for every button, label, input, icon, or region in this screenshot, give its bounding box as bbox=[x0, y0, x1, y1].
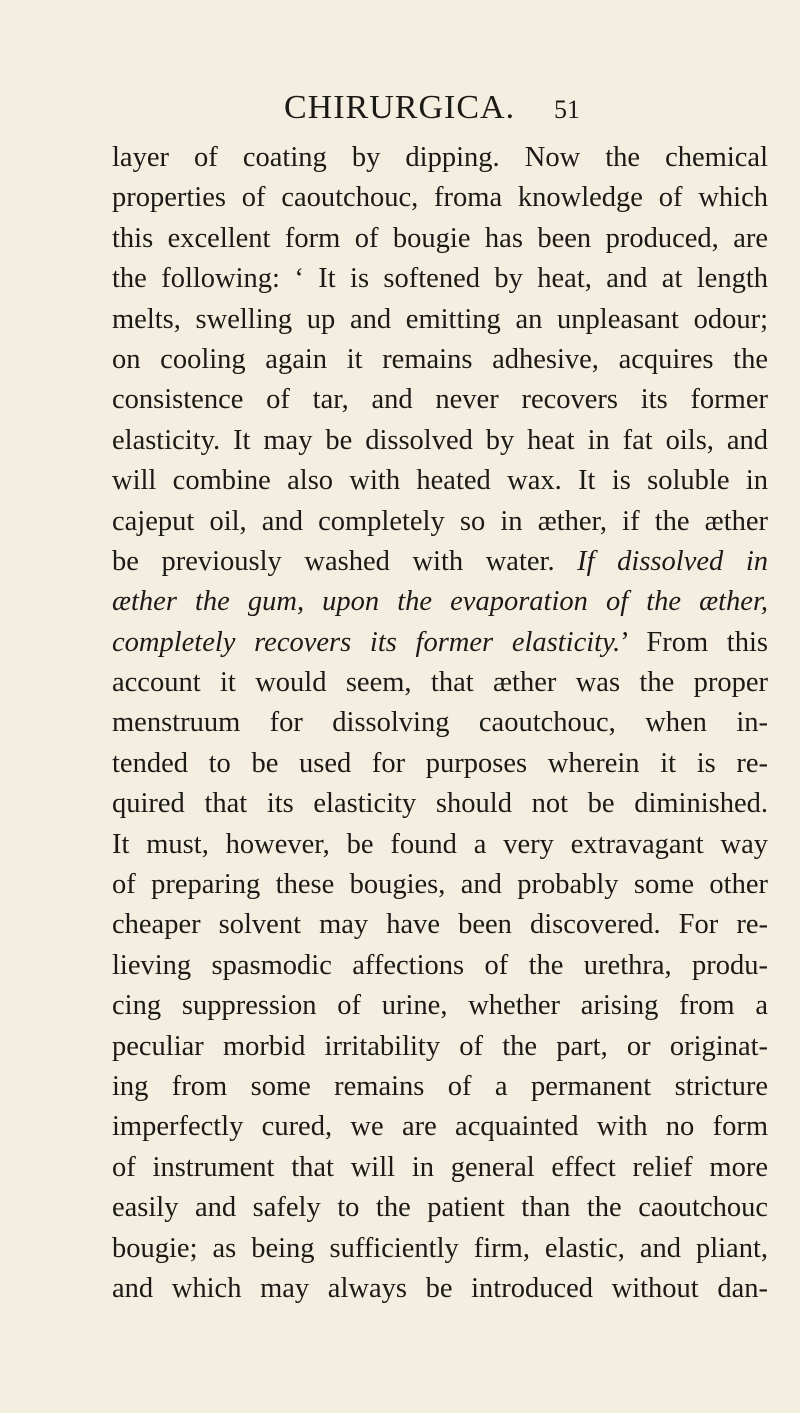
text-segment: and which may always be introduced without dan- bbox=[112, 1272, 768, 1304]
text-line bbox=[112, 946, 768, 986]
text-line bbox=[112, 744, 768, 784]
text-line bbox=[112, 340, 768, 380]
text-segment: peculiar morbid irritability of the part, or originat- bbox=[112, 1030, 768, 1062]
text-segment: menstruum for dissolving caoutchouc, when in- bbox=[112, 707, 768, 739]
text-line bbox=[112, 784, 768, 824]
text-line bbox=[112, 178, 768, 218]
text-line bbox=[112, 1269, 768, 1309]
text-line bbox=[112, 219, 768, 259]
text-line bbox=[112, 461, 768, 501]
text-segment: imperfectly cured, we are acquainted with no form bbox=[112, 1111, 768, 1143]
text-segment: consistence of tar, and never recovers its former bbox=[112, 384, 768, 416]
text-segment: will combine also with heated wax. It is soluble in bbox=[112, 465, 768, 497]
text-segment: cajeput oil, and completely so in æther, if the æther bbox=[112, 505, 768, 537]
text-line bbox=[112, 542, 768, 582]
italic-text: completely recovers its former elasticity. bbox=[112, 626, 621, 658]
text-line bbox=[112, 623, 768, 663]
text-line bbox=[112, 825, 768, 865]
text-line bbox=[112, 986, 768, 1026]
text-line bbox=[112, 138, 768, 178]
text-segment: It must, however, be found a very extravagant way bbox=[112, 828, 768, 860]
text-segment: elasticity. It may be dissolved by heat in fat oils, and bbox=[112, 424, 768, 456]
text-segment: be previously washed with water. bbox=[112, 545, 578, 577]
text-segment: properties of caoutchouc, froma knowledge of which bbox=[112, 182, 768, 214]
text-line bbox=[112, 502, 768, 542]
text-segment: ’ From this bbox=[620, 626, 768, 658]
text-segment: this excellent form of bougie has been produced, are bbox=[112, 222, 768, 254]
italic-text: If dissolved in bbox=[577, 545, 768, 577]
text-line bbox=[112, 259, 768, 299]
text-line bbox=[112, 865, 768, 905]
text-segment: lieving spasmodic affections of the urethra, produ- bbox=[112, 949, 768, 981]
text-line bbox=[112, 380, 768, 420]
text-segment: cing suppression of urine, whether arising from a bbox=[112, 990, 768, 1022]
text-segment: cheaper solvent may have been discovered. For re- bbox=[112, 909, 768, 941]
text-segment: tended to be used for purposes wherein it is re- bbox=[112, 747, 768, 779]
text-segment: quired that its elasticity should not be diminished. bbox=[112, 788, 768, 820]
text-segment: account it would seem, that æther was the proper bbox=[112, 667, 768, 699]
text-line bbox=[112, 1067, 768, 1107]
text-line bbox=[112, 905, 768, 945]
text-segment: of preparing these bougies, and probably some other bbox=[112, 869, 768, 901]
text-segment: of instrument that will in general effect relief more bbox=[112, 1151, 768, 1183]
text-segment: easily and safely to the patient than the caoutchouc bbox=[112, 1192, 768, 1224]
page-header bbox=[0, 88, 800, 128]
text-line bbox=[112, 582, 768, 622]
text-segment: ing from some remains of a permanent stricture bbox=[112, 1070, 768, 1102]
body-text bbox=[112, 138, 768, 1309]
text-line bbox=[112, 1027, 768, 1067]
text-line bbox=[112, 1188, 768, 1228]
text-segment: layer of coating by dipping. Now the chemical bbox=[112, 142, 768, 173]
text-line bbox=[112, 1229, 768, 1269]
page-number: 51 bbox=[554, 95, 580, 124]
text-line bbox=[112, 703, 768, 743]
running-title: CHIRURGICA. bbox=[284, 89, 516, 126]
text-line bbox=[112, 1148, 768, 1188]
text-segment: on cooling again it remains adhesive, acquires the bbox=[112, 343, 768, 375]
text-segment: the following: ‘ It is softened by heat, and at length bbox=[112, 263, 768, 295]
italic-text: æther the gum, upon the evaporation of the æther, bbox=[112, 586, 768, 618]
text-line bbox=[112, 300, 768, 340]
text-segment: bougie; as being sufficiently firm, elastic, and pliant, bbox=[112, 1232, 768, 1264]
text-line bbox=[112, 1107, 768, 1147]
text-segment: melts, swelling up and emitting an unpleasant odour; bbox=[112, 303, 768, 335]
text-line bbox=[112, 663, 768, 703]
text-line bbox=[112, 421, 768, 461]
